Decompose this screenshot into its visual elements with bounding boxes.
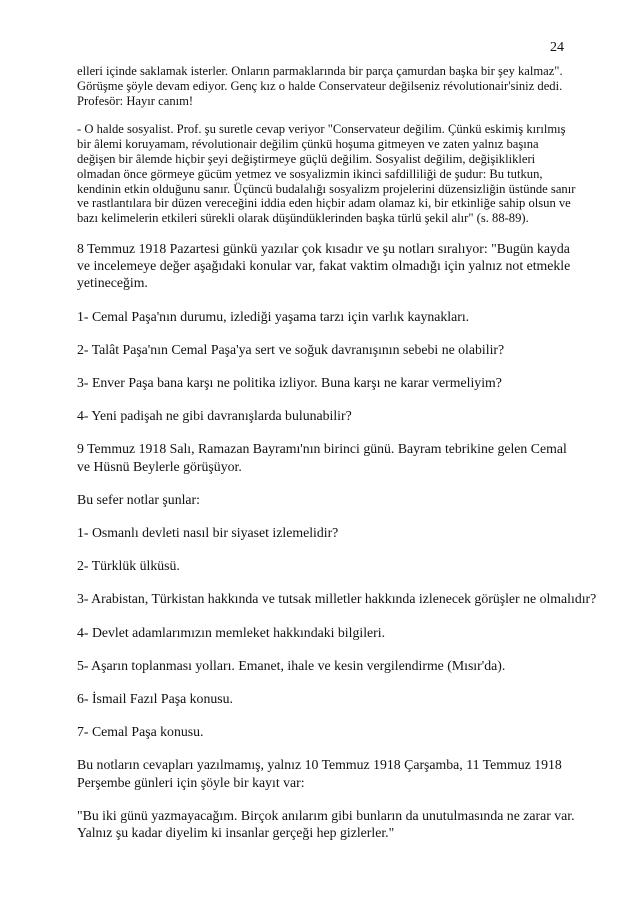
- list-item: 1- Osmanlı devleti nasıl bir siyaset izlemelidir?: [77, 525, 339, 540]
- list-item: 2- Türklük ülküsü.: [77, 558, 180, 574]
- list-item: 4- Yeni padişah ne gibi davranışlarda bulunabilir?: [77, 408, 352, 424]
- list-item: 3- Arabistan, Türkistan hakkında ve tutsak milletler hakkında izlenecek görüşler ne olmalıdır?: [77, 591, 597, 607]
- page-body: [77, 64, 597, 841]
- list-item: 4- Devlet adamlarımızın memleket hakkındaki bilgileri.: [77, 624, 386, 640]
- list-item: 7- Cemal Paşa konusu.: [77, 724, 204, 740]
- list-item: 2- Talât Paşa'nın Cemal Paşa'ya sert ve soğuk davranışının sebebi ne olabilir?: [77, 341, 505, 357]
- paragraph-unanswered-notes: Bu notların cevapları yazılmamış, yalnız 10 Temmuz 1918 Çarşamba, 11 Temmuz 1918 Perşembe günleri için şöyle bir kayıt var:: [77, 757, 562, 790]
- paragraph-july-8: 8 Temmuz 1918 Pazartesi günkü yazılar çok kısadır ve şu notları sıralıyor: "Bugün kayda ve incelemeye değer aşağıdaki konular var, fakat vaktim olmadığı için yalnız not etmekle yetineceğim.: [77, 240, 571, 291]
- paragraph-notes-intro: Bu sefer notlar şunlar:: [77, 491, 200, 507]
- list-item: 3- Enver Paşa bana karşı ne politika izliyor. Buna karşı ne karar vermeliyim?: [77, 374, 502, 390]
- list-item: 5- Aşarın toplanması yolları. Emanet, ihale ve kesin vergilendirme (Mısır'da).: [77, 657, 506, 673]
- list-item: 1- Cemal Paşa'nın durumu, izlediği yaşama tarzı için varlık kaynakları.: [77, 308, 470, 324]
- paragraph-july-9: 9 Temmuz 1918 Salı, Ramazan Bayramı'nın birinci günü. Bayram tebrikine gelen Cemal ve Hüsnü Beylerle görüşüyor.: [77, 441, 567, 474]
- paragraph-closing-quote: "Bu iki günü yazmayacağım. Birçok anılarım gibi bunların da unutulmasında ne zarar var. Yalnız şu kadar diyelim ki insanlar gerçeği hep gizlerler.": [77, 807, 575, 841]
- page-number: 24: [550, 40, 564, 55]
- list-item: 6- İsmail Fazıl Paşa konusu.: [77, 691, 233, 707]
- paragraph-professor-reply: - O halde sosyalist. Prof. şu suretle cevap veriyor "Conservateur değilim. Çünkü eskimiş kırılmış bir âlemi koruyamam, révolutionair değilim çünkü hoşuma gitmeyen ve zaten yalnız başına değişen bir âlemde hiçbir şeyi değiştirmeye güçlü değilim. Sosyalist değilim, değişiklikleri olmadan önce görmeye gücüm yetmez ve sosyalizmin ikinci safdilliliği de şudur: Bu tutkun, kendinin etkin olduğunu sanır. Üçüncü budalalığı sosyalizm projelerini düzensizliğin üstünde sanır ve rastlantılara bir düzen vereceğini iddia eden hiçbir adam olamaz ki, bir etkinliğe sahip olsun ve bazı kelimelerin etkileri sürekli olarak düşündüklerinden başka türlü şekil alır" (s. 88-89).: [77, 122, 576, 226]
- paragraph-continuation: elleri içinde saklamak isterler. Onların parmaklarında bir parça çamurdan başka bir şey kalmaz". Görüşme şöyle devam ediyor. Genç kız o halde Conservateur değilseniz révolutionair'siniz dedi. Profesör: Hayır canım!: [77, 64, 563, 108]
